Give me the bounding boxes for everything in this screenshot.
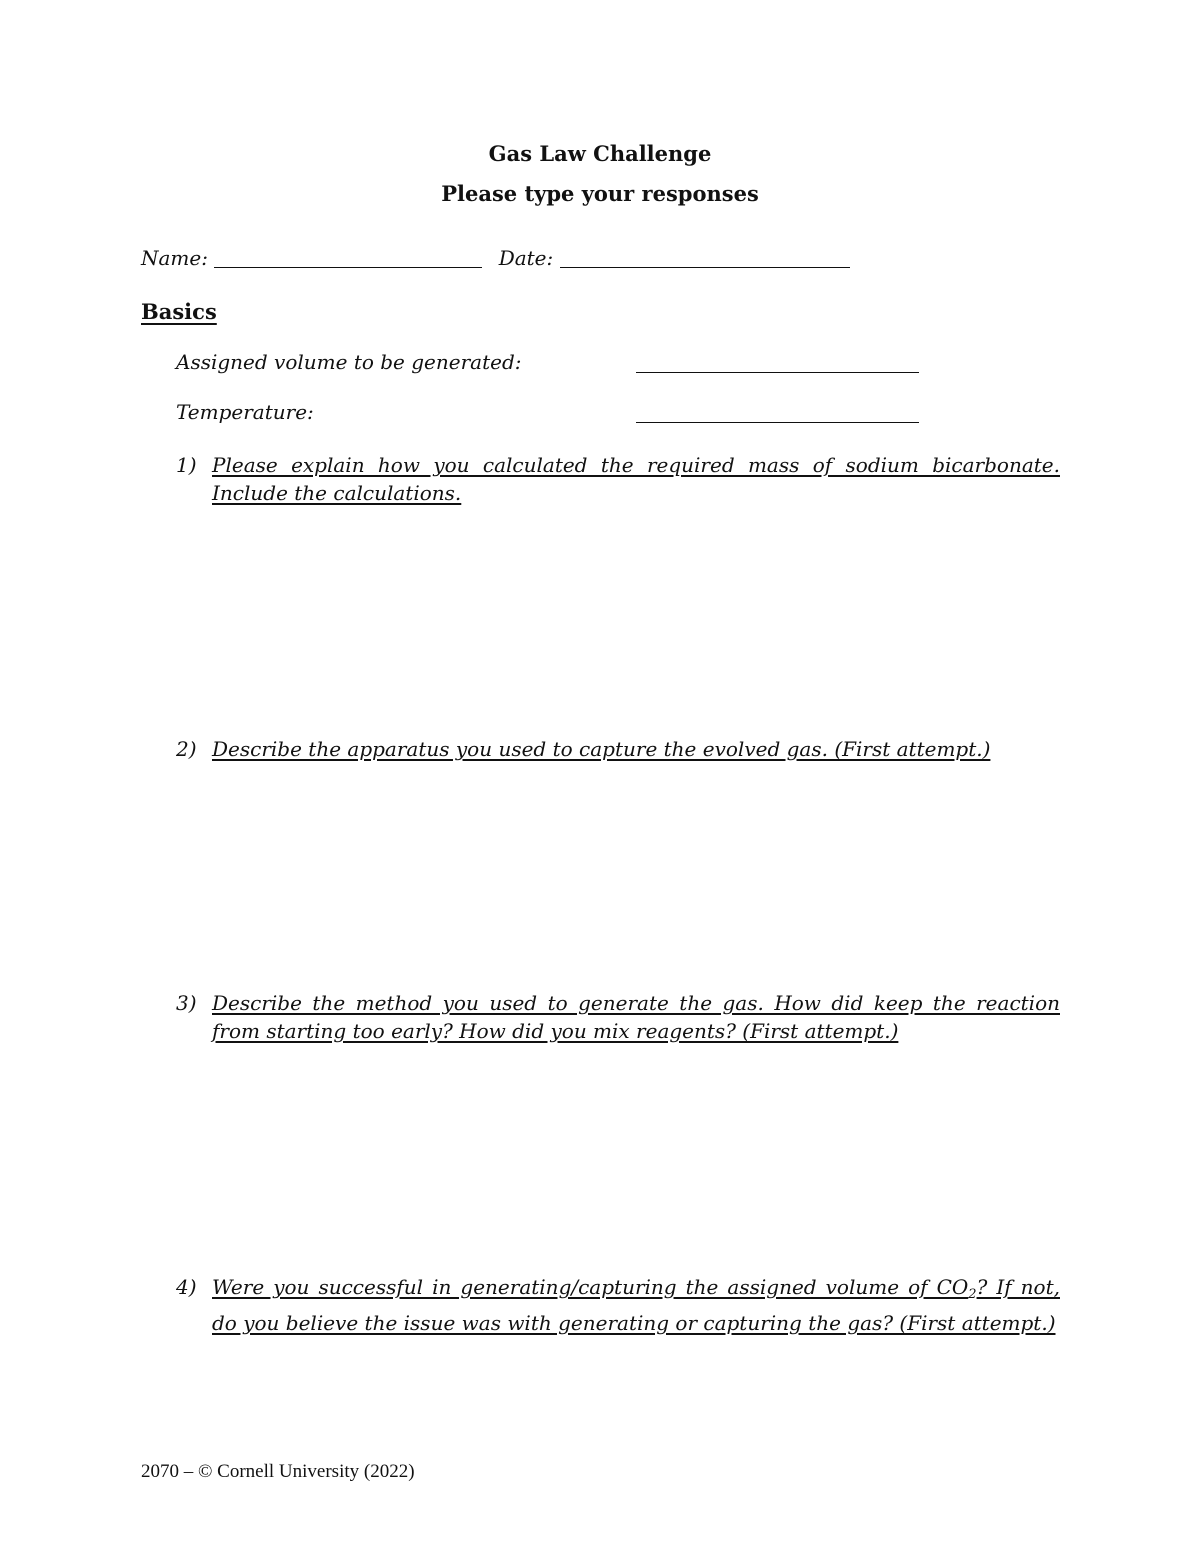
name-blank-field[interactable] xyxy=(214,247,482,268)
date-label: Date: xyxy=(498,246,554,270)
document-subtitle: Please type your responses xyxy=(441,181,759,206)
name-label: Name: xyxy=(141,246,208,270)
question-text-after: ? If not, do you believe the issue was with generating or capturing the gas? (First attempt.) xyxy=(212,1275,1060,1335)
basics-heading: Basics xyxy=(141,299,217,324)
co2-subscript: 2 xyxy=(968,1287,977,1302)
question-number: 1) xyxy=(176,453,197,477)
question-text: Describe the apparatus you used to capture the evolved gas. (First attempt.) xyxy=(212,737,991,761)
question-text xyxy=(212,1273,1060,1337)
date-blank-field[interactable] xyxy=(560,247,850,268)
question-number: 2) xyxy=(176,737,197,761)
assigned-volume-blank-field[interactable] xyxy=(636,372,919,373)
document-title: Gas Law Challenge xyxy=(488,141,712,166)
question-number: 4) xyxy=(176,1275,197,1299)
question-text: Please explain how you calculated the required mass of sodium bicarbonate. Include the calculations. xyxy=(212,453,1060,505)
assigned-volume-label: Assigned volume to be generated: xyxy=(176,350,522,374)
name-date-line xyxy=(141,246,850,270)
temperature-blank-field[interactable] xyxy=(636,422,919,423)
question-number: 3) xyxy=(176,991,197,1015)
question-text: Describe the method you used to generate the gas. How did keep the reaction from starting too early? How did you mix reagents? (First attempt.) xyxy=(212,991,1060,1043)
temperature-label: Temperature: xyxy=(176,400,314,424)
page-footer: 2070 – © Cornell University (2022) xyxy=(141,1461,415,1482)
question-text-before: Were you successful in generating/capturing the assigned volume of CO xyxy=(212,1275,969,1299)
